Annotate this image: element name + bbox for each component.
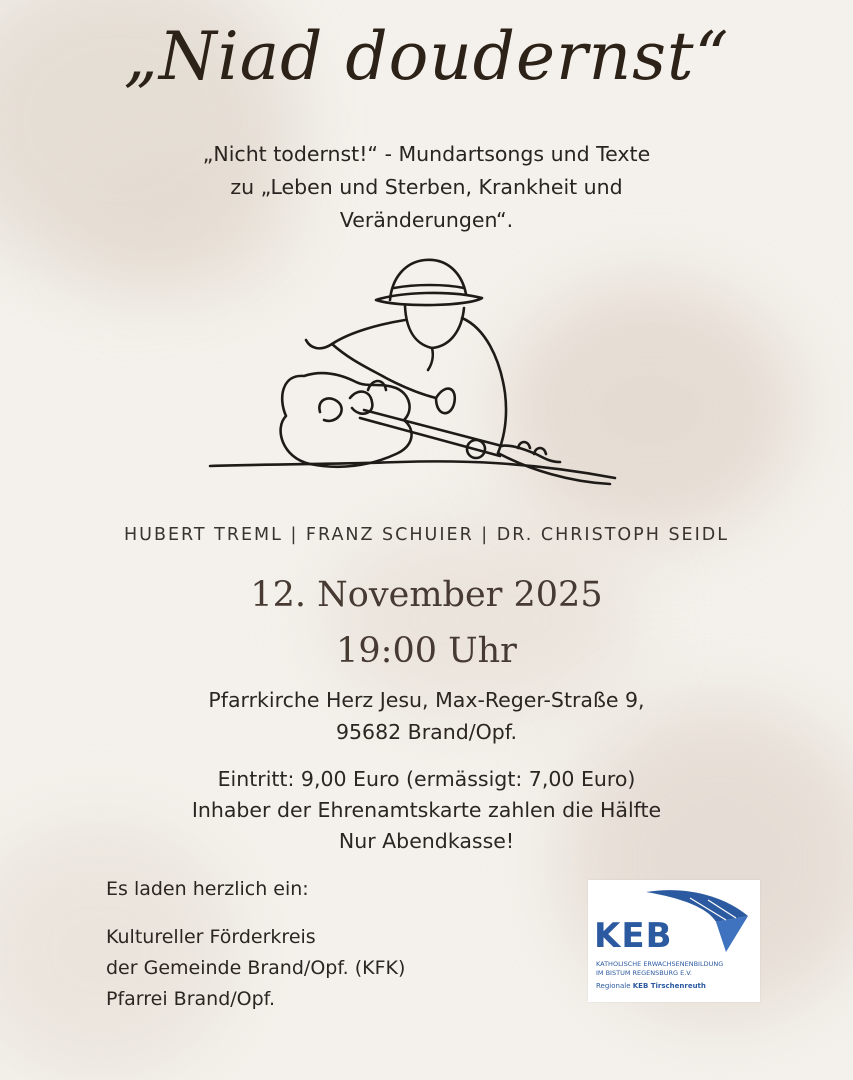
guitar-player-illustration [200, 248, 640, 498]
keb-logo [588, 880, 760, 1002]
subtitle [140, 138, 713, 237]
poster-title: „Niad doudernst“ [123, 18, 730, 95]
event-time: 19:00 Uhr [336, 631, 517, 671]
keb-regional-name: KEB Tirschenreuth [632, 982, 706, 990]
venue [130, 684, 723, 748]
keb-org-line: KATHOLISCHE ERWACHSENENBILDUNG [596, 960, 724, 968]
keb-wordmark: KEB [594, 916, 673, 956]
entry-price: Eintritt: 9,00 Euro (ermässigt: 7,00 Euro) [217, 767, 636, 791]
venue-line: Pfarrkirche Herz Jesu, Max-Reger-Straße 9, [208, 688, 645, 712]
keb-regional-line [596, 982, 706, 990]
entry-note: Inhaber der Ehrenamtskarte zahlen die Hälfte [191, 798, 662, 822]
keb-org-line: IM BISTUM REGENSBURG E.V. [596, 969, 692, 977]
keb-regional-prefix: Regionale [596, 982, 633, 990]
venue-line: 95682 Brand/Opf. [335, 720, 518, 744]
event-date: 12. November 2025 [250, 575, 603, 615]
host-item: Pfarrei Brand/Opf. [106, 988, 276, 1010]
host-item: Kultureller Förderkreis [106, 926, 316, 948]
invite-heading: Es laden herzlich ein: [106, 878, 309, 900]
subtitle-line: „Nicht todernst!“ - Mundartsongs und Texte [202, 142, 651, 166]
entry-info [100, 764, 753, 857]
host-list [106, 922, 405, 1015]
box-office-note: Nur Abendkasse! [338, 829, 515, 853]
subtitle-line: zu „Leben und Sterben, Krankheit und [230, 175, 623, 199]
performers: HUBERT TREML | FRANZ SCHUIER | DR. CHRISTOPH SEIDL [123, 525, 729, 545]
host-item: der Gemeinde Brand/Opf. (KFK) [106, 957, 406, 979]
subtitle-line: Veränderungen“. [339, 208, 514, 232]
